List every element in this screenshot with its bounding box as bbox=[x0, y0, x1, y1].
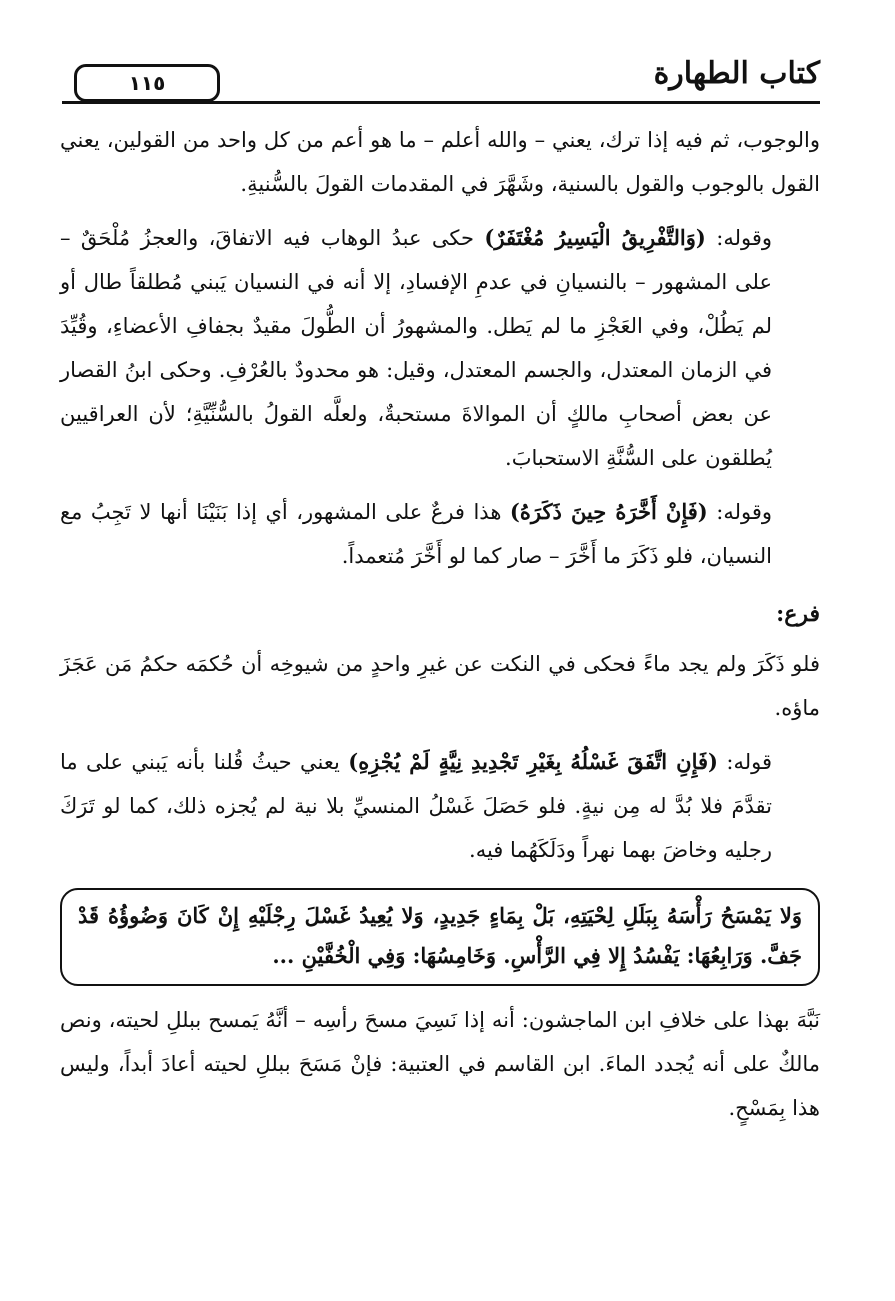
page-header bbox=[60, 52, 820, 104]
paragraph-5-lead: قوله: bbox=[717, 750, 772, 774]
paragraph-6: نَبَّهَ بهذا على خلافِ ابن الماجشون: أنه إذا نَسِيَ مسحَ رأسِه – أنَّهُ يَمسح ببللِ لحيته، ونص مالكٌ على أنه يُجدد الماءَ. ابن القاسم في العتبية: فإنْ مَسَحَ ببللِ لحيته أعادَ أبداً، وليس هذا بِمَسْحٍ. bbox=[60, 1008, 820, 1120]
main-text bbox=[60, 118, 820, 1130]
paragraph-5-body: يعني حيثُ قُلنا بأنه يَبني على ما تقدَّمَ فلا بُدَّ له مِن نيةٍ. فلو حَصَلَ غَسْلُ المنسيِّ بلا نية لم يُجزه ذلك، كما لو تَرَكَ رجليه وخاضَ بهما نهراً ودَلَكَهُما فيه. bbox=[60, 750, 772, 862]
paragraph-3 bbox=[60, 490, 820, 578]
paragraph-5-quote: (فَإِنِ اتَّفَقَ غَسْلُهُ بِغَيْرِ تَجْدِيدِ نِيَّةٍ لَمْ يُجْزِهِ) bbox=[348, 749, 718, 774]
paragraph-2-quote: (وَالتَّفْرِيقُ الْيَسِيرُ مُغْتَفَرٌ) bbox=[484, 225, 706, 250]
running-title: كتاب الطهارة bbox=[653, 56, 820, 91]
paragraph-2-body: حكى عبدُ الوهاب فيه الاتفاقَ، والعجزُ مُلْحَقٌ – على المشهور – بالنسيانِ في عدمِ الإفسادِ، إلا أنه في النسيان يَبني مُطلقاً طال أو لم يَطُلْ، وفي العَجْزِ ما لم يَطل. والمشهورُ أن الطُّولَ مقيدٌ بجفافِ الأعضاءِ، وقُيِّدَ في الزمان المعتدل، والجسم المعتدل، وقيل: هو محدودٌ بالعُرْفِ. وحكى ابنُ القصار عن بعض أصحابِ مالكٍ أن الموالاةَ مستحبةٌ، ولعلَّه القولُ بالسُّنِّيَّةِ؛ لأن العراقيين يُطلقون على السُّنَّةِ الاستحبابَ. bbox=[60, 226, 772, 470]
paragraph-3-quote: (فَإِنْ أَخَّرَهُ حِينَ ذَكَرَهُ) bbox=[509, 499, 708, 524]
matn-box: وَلا يَمْسَحُ رَأْسَهُ بِبَلَلِ لِحْيَتِهِ، بَلْ بِمَاءٍ جَدِيدٍ، وَلا يُعِيدُ غَسْلَ رِجْلَيْهِ إِنْ كَانَ وَضُوؤُهُ قَدْ جَفَّ. وَرَابِعُهَا: يَفْسُدُ إِلا فِي الرَّأْسِ. وَخَامِسُهَا: وَفِي الْخُفَّيْنِ ... bbox=[60, 888, 820, 986]
paragraph-5 bbox=[60, 740, 820, 872]
paragraph-2 bbox=[60, 216, 820, 480]
paragraph-1: والوجوب، ثم فيه إذا ترك، يعني – والله أعلم – ما هو أعم من كل واحد من القولين، يعني القول بالوجوب والقول بالسنية، وشَهَّرَ في المقدمات القولَ بالسُّنيةِ. bbox=[60, 128, 820, 196]
header-rule bbox=[62, 101, 820, 104]
paragraph-2-lead: وقوله: bbox=[705, 226, 773, 250]
page-number: ١١٥ bbox=[74, 64, 220, 102]
paragraph-4: فلو ذَكَرَ ولم يجد ماءً فحكى في النكت عن غيرِ واحدٍ من شيوخِه أن حُكمَه حكمُ مَن عَجَزَ ماؤه. bbox=[60, 652, 820, 720]
paragraph-3-body: هذا فرعٌ على المشهور، أي إذا بَنَيْنَا أنها لا تَجِبُ مع النسيان، فلو ذَكَرَ ما أَخَّرَ – صار كما لو أَخَّرَ مُتعمداً. bbox=[60, 500, 772, 568]
section-heading-far: فرع: bbox=[776, 601, 820, 627]
paragraph-3-lead: وقوله: bbox=[707, 500, 773, 524]
